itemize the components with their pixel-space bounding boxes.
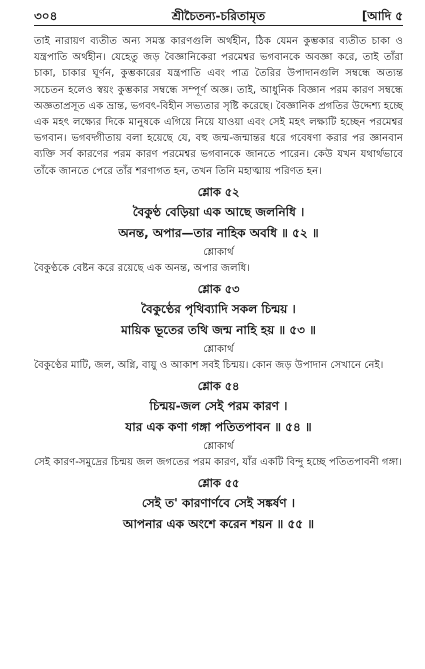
verse-52 xyxy=(34,184,403,277)
verse-heading: শ্লোক ৫৩ xyxy=(197,283,240,297)
text-line: তিনি মহাত্মায় পরিণত হন। xyxy=(215,165,322,177)
verse-line: যার এক কণা গঙ্গা পতিতপাবন ॥ ৫৪ ॥ xyxy=(125,420,312,435)
verse-line: মায়িক ভূতের তথি জন্ম নাহি হয় ॥ ৫৩ ॥ xyxy=(121,323,316,338)
text-line: নেই। xyxy=(364,360,384,372)
verse-55 xyxy=(34,475,403,535)
translation xyxy=(34,261,403,277)
text-line: অত্যন্ত সচেতন হলেও স্বয়ং কুম্ভকার সম্বন্ধে সম্পূর্ণ অজ্ঞ। তাই, আধুনিক বিজ্ঞান পরম xyxy=(34,68,403,96)
text-line: গঙ্গা। xyxy=(381,457,402,469)
verse-53 xyxy=(34,281,403,374)
running-title: শ্রীচৈতন্য-চরিতামৃত xyxy=(171,9,266,23)
verse-heading: শ্লোক ৫৪ xyxy=(197,380,240,394)
text-line: কারণ সম্বন্ধে অজ্ঞতাপ্রসূত এক ভ্রান্ত, ভগবৎ-বিহীন সভ্যতার সৃষ্টি করেছে। বৈজ্ঞানিক xyxy=(34,84,403,112)
text-line: বৈকুণ্ঠের মাটি, জল, অগ্নি, বায়ু ও আকাশ সবই চিন্ময়। কোন জড় উপাদান সেখানে xyxy=(34,360,362,372)
verse-54 xyxy=(34,378,403,471)
translation-heading: শ্লোকার্থ xyxy=(203,246,234,258)
verse-line: অনন্ত, অপার—তার নাহিক অবধি ॥ ৫২ ॥ xyxy=(118,225,319,240)
text-line: মহৎ লক্ষ্যটি হচ্ছেন পরমেশ্বর ভগবান। ভগবদ্গীতায় বলা হয়েছে যে, বহু জন্ম-জন্মান্তর xyxy=(34,117,404,145)
translation xyxy=(34,455,403,471)
text-line: সেই কারণ-সমুদ্রের চিন্ময় জল জগতের পরম কারণ, যাঁর একটি বিন্দু হচ্ছে পতিতপাবনী xyxy=(34,457,379,469)
verse-line: বৈকুণ্ঠ বেড়িয়া এক আছে জলনিধি । xyxy=(132,204,305,219)
section-marker: [আদি ৫ xyxy=(361,9,403,23)
text-line: ধরে গবেষণা করার পর জ্ঞানবান ব্যক্তি সর্ব কারণের পরম কারণ পরমেশ্বর ভগবানকে xyxy=(34,133,403,161)
text-line: প্রগতির উদ্দেশ্য হচ্ছে এক মহৎ লক্ষ্যের দিকে মানুষকে এগিয়ে নিয়ে যাওয়া এবং সেই xyxy=(34,100,404,129)
text-line: তাই নারায়ণ ব্যতীত অন্য সমস্ত কারণগুলি অর্থহীন, ঠিক যেমন কুম্ভকার ব্যতীত চাকা xyxy=(34,36,391,47)
verse-line: চিন্ময়-জল সেই পরম কারণ । xyxy=(149,399,288,414)
verse-heading: শ্লোক ৫২ xyxy=(197,185,240,199)
translation-heading: শ্লোকার্থ xyxy=(203,344,234,356)
text-line: ও যন্ত্রপাতি অর্থহীন। যেহেতু জড় বৈজ্ঞানিকেরা পরমেশ্বর ভগবানকে অবজ্ঞা করে, xyxy=(34,36,404,64)
text-line: তাই তাঁরা চাকা, চাকার ঘূর্ণন, কুম্ভকারের যন্ত্রপাতি এবং পাত্র তৈরির উপাদানগুলি সম্বন্ধে xyxy=(34,52,403,80)
text-line: বৈকুণ্ঠকে বেষ্টন করে রয়েছে এক অনন্ত, অপার জলধি। xyxy=(34,262,250,274)
verse-line: আপনার এক অংশে করেন শয়ন ॥ ৫৫ ॥ xyxy=(122,517,315,532)
intro-paragraph xyxy=(34,34,403,180)
page-header xyxy=(34,8,403,26)
verse-heading: শ্লোক ৫৫ xyxy=(197,477,240,491)
page-body xyxy=(34,34,403,535)
header-rule xyxy=(34,25,403,26)
translation xyxy=(34,358,403,374)
translation-heading: শ্লোকার্থ xyxy=(203,441,234,453)
verse-line: বৈকুণ্ঠের পৃথিব্যাদি সকল চিন্ময় । xyxy=(141,302,296,317)
text-line: জানতে পারেন। কেউ যখন যথার্থভাবে তাঁকে জানতে পেরে তাঁর শরণাগত হন, তখন xyxy=(34,149,403,177)
page-number: ৩০৪ xyxy=(34,9,58,23)
verse-line: সেই ত' কারণার্ণবে সেই সঙ্কর্ষণ । xyxy=(141,496,296,511)
